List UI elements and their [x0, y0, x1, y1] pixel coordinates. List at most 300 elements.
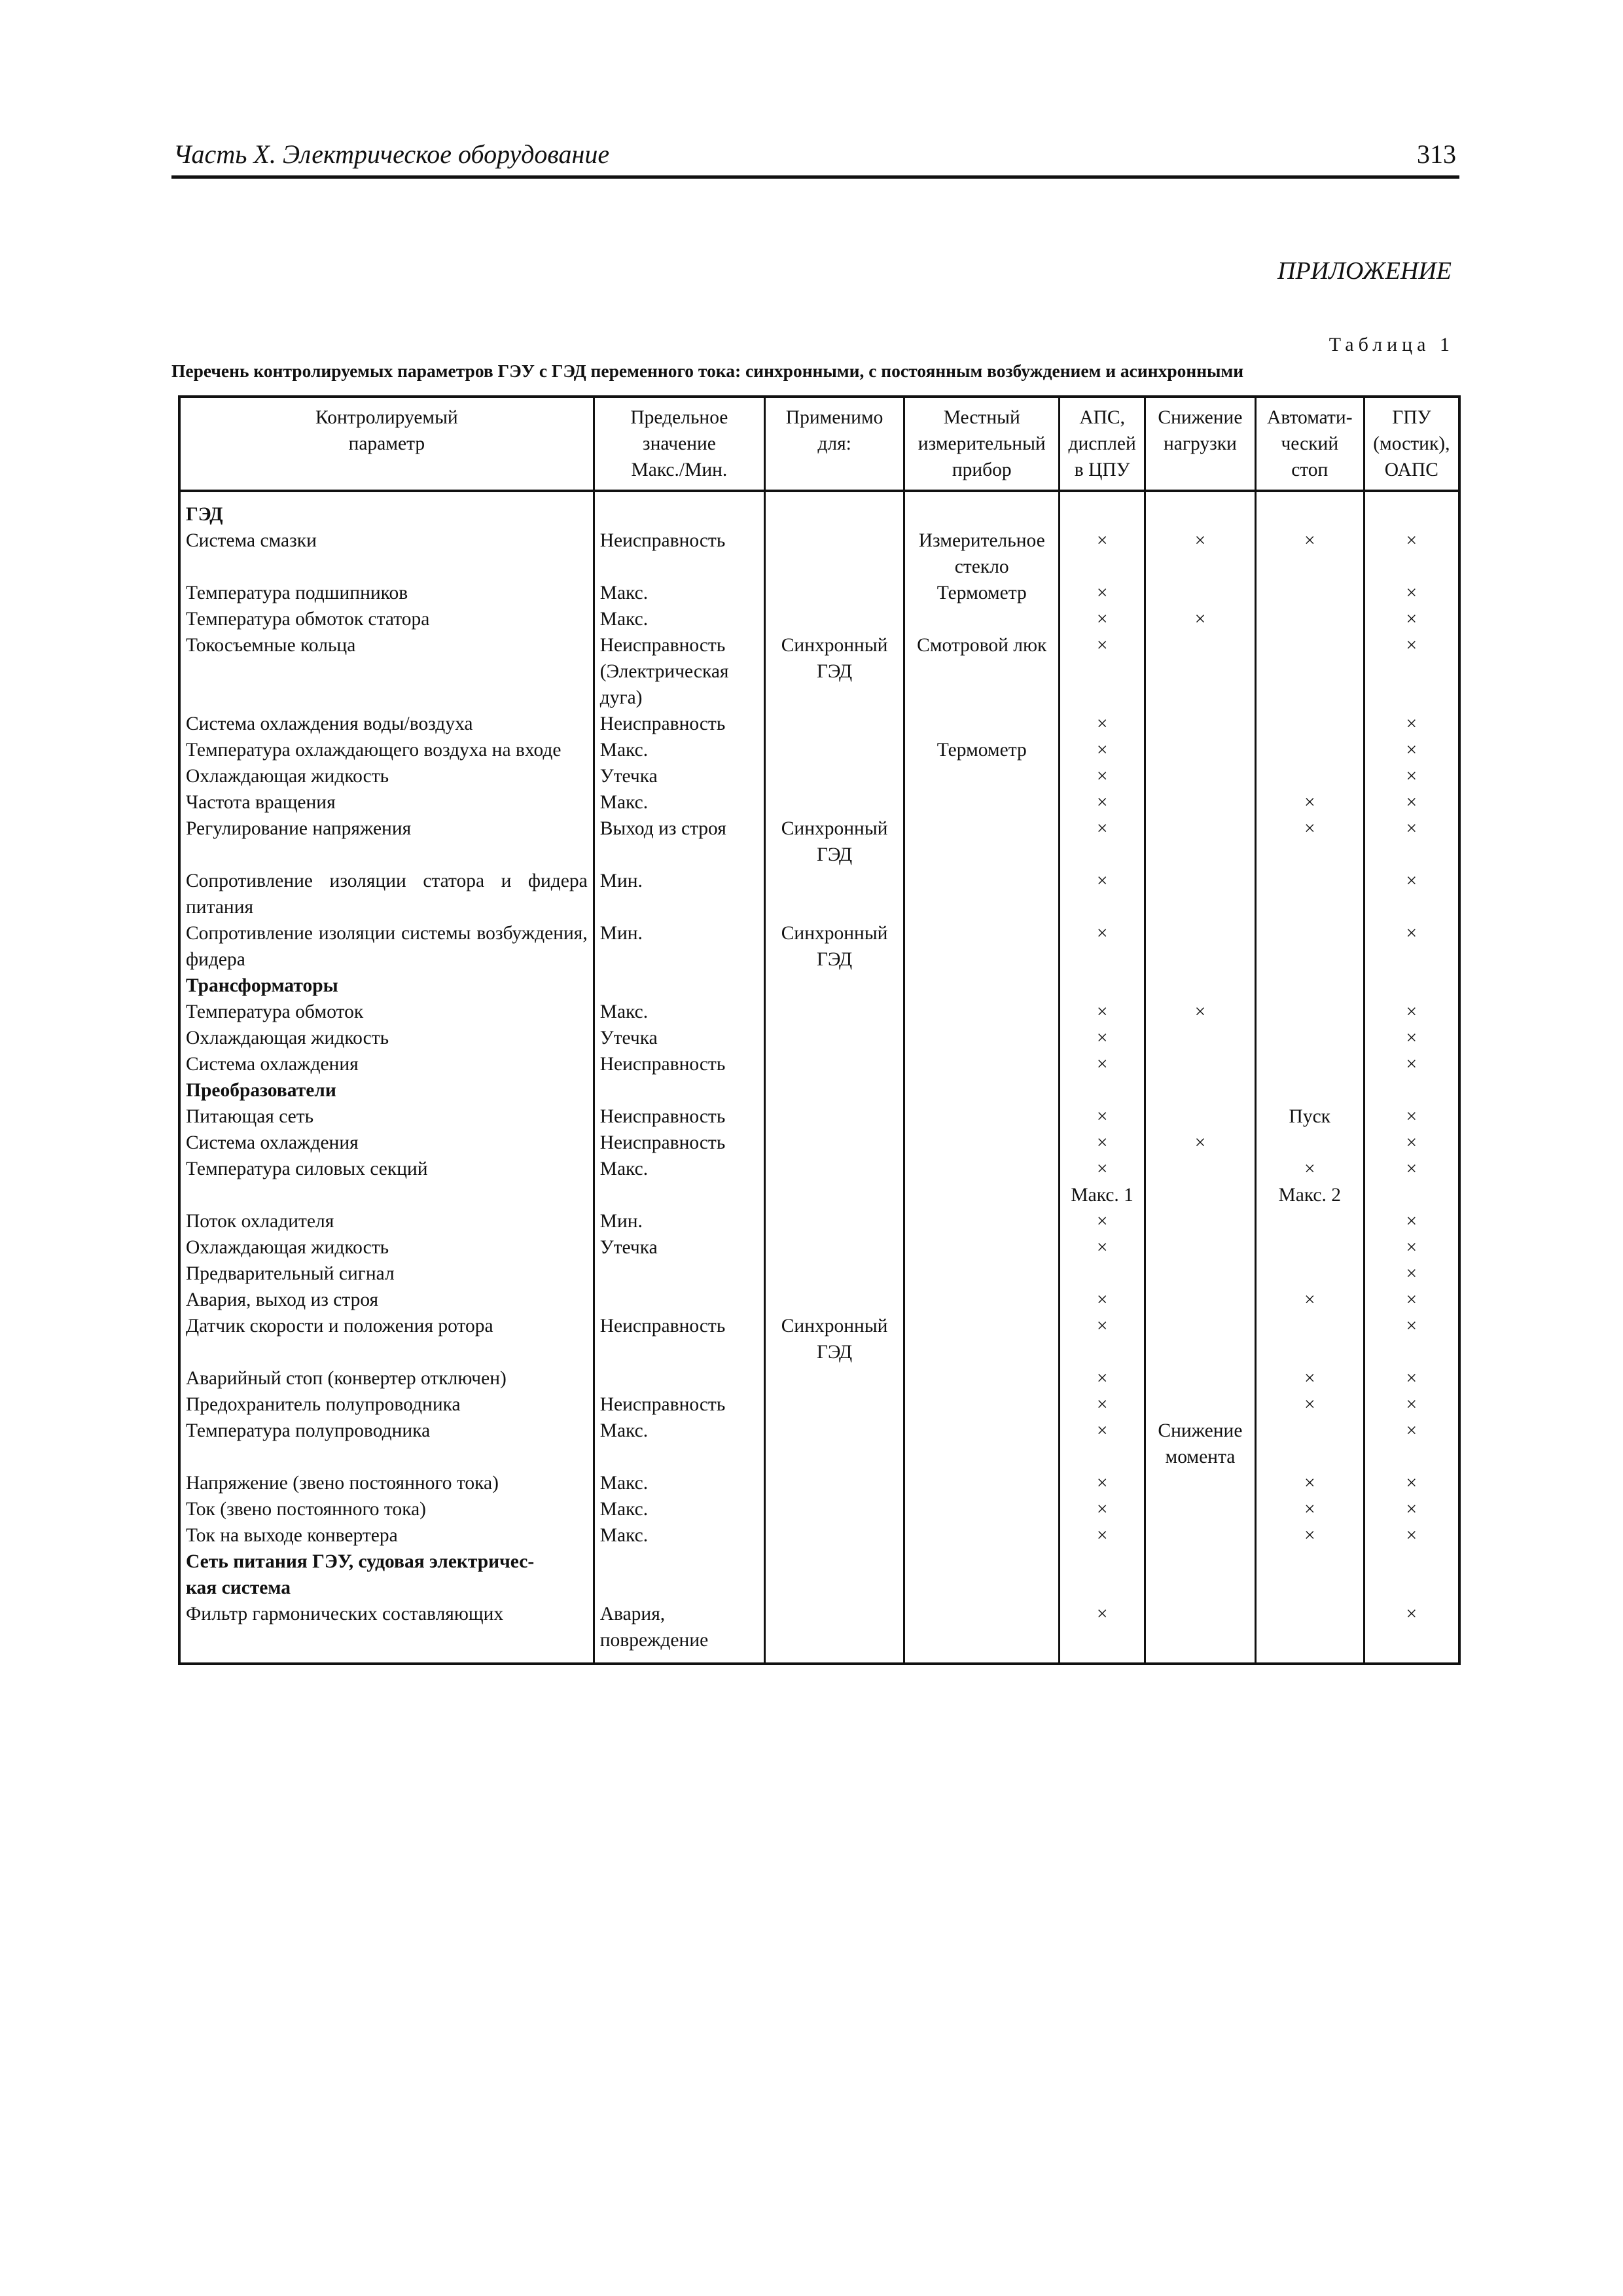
cell-auto-stop: × [1255, 528, 1364, 580]
empty-cell [904, 491, 1060, 528]
cell-auto-stop: × [1255, 789, 1364, 816]
cell-param: Поток охладителя [179, 1208, 594, 1234]
cell-limit [594, 1261, 764, 1287]
empty-cell [594, 1549, 764, 1601]
cell-load-reduction [1145, 1025, 1256, 1051]
cell-bridge-oaps: × [1364, 1103, 1459, 1130]
cell-aps-display: × [1060, 1051, 1145, 1077]
cell-applicable: Синхронный ГЭД [765, 632, 904, 711]
cell-bridge-oaps: × [1364, 737, 1459, 763]
cell-param: Охлаждающая жидкость [179, 1025, 594, 1051]
cell-bridge-oaps: × [1364, 920, 1459, 973]
cell-load-reduction [1145, 737, 1256, 763]
parameters-table [178, 395, 1461, 1665]
table-row [179, 580, 1459, 606]
cell-limit: Неисправность [594, 711, 764, 737]
cell-param: Охлаждающая жидкость [179, 1234, 594, 1261]
table-row [179, 1051, 1459, 1077]
cell-param: Напряжение (звено постоянного тока) [179, 1470, 594, 1496]
cell-limit: Неисправность [594, 1103, 764, 1130]
cell-local-instrument [904, 1130, 1060, 1156]
cell-aps-display: × [1060, 580, 1145, 606]
empty-cell [765, 973, 904, 999]
cell-load-reduction [1145, 1365, 1256, 1391]
cell-applicable [765, 1103, 904, 1130]
table-row [179, 1130, 1459, 1156]
table-row [179, 1025, 1459, 1051]
cell-aps-display: × [1060, 1287, 1145, 1313]
table-row [179, 763, 1459, 789]
cell-bridge-oaps: × [1364, 1601, 1459, 1664]
cell-bridge-oaps: × [1364, 606, 1459, 632]
cell-param: Система охлаждения воды/воздуха [179, 711, 594, 737]
cell-auto-stop [1255, 1234, 1364, 1261]
cell-limit: Макс. [594, 999, 764, 1025]
cell-auto-stop: × Макс. 2 [1255, 1156, 1364, 1208]
cell-load-reduction [1145, 580, 1256, 606]
empty-cell [1145, 1077, 1256, 1103]
cell-local-instrument [904, 1522, 1060, 1549]
table-row [179, 1470, 1459, 1496]
cell-local-instrument: Смотровой люк [904, 632, 1060, 711]
cell-aps-display: × [1060, 1208, 1145, 1234]
cell-limit: Макс. [594, 1156, 764, 1208]
empty-cell [1145, 491, 1256, 528]
cell-bridge-oaps: × [1364, 1313, 1459, 1365]
cell-bridge-oaps: × [1364, 1025, 1459, 1051]
table-row [179, 1208, 1459, 1234]
cell-applicable [765, 1365, 904, 1391]
cell-load-reduction [1145, 1313, 1256, 1365]
empty-cell [1060, 1549, 1145, 1601]
cell-param: Охлаждающая жидкость [179, 763, 594, 789]
cell-aps-display: × [1060, 1313, 1145, 1365]
cell-auto-stop: Пуск [1255, 1103, 1364, 1130]
cell-applicable [765, 1496, 904, 1522]
cell-auto-stop [1255, 1025, 1364, 1051]
cell-aps-display: × [1060, 528, 1145, 580]
cell-aps-display: × [1060, 606, 1145, 632]
cell-auto-stop: × [1255, 816, 1364, 868]
cell-load-reduction [1145, 789, 1256, 816]
cell-bridge-oaps: × [1364, 528, 1459, 580]
cell-aps-display: × [1060, 1470, 1145, 1496]
cell-applicable [765, 737, 904, 763]
cell-param: Ток на выходе конвертера [179, 1522, 594, 1549]
cell-auto-stop: × [1255, 1391, 1364, 1418]
cell-local-instrument [904, 606, 1060, 632]
empty-cell [1060, 1077, 1145, 1103]
cell-auto-stop: × [1255, 1365, 1364, 1391]
cell-load-reduction: × [1145, 999, 1256, 1025]
column-header-applicable: Применимо для: [765, 397, 904, 491]
cell-bridge-oaps: × [1364, 1208, 1459, 1234]
section-row [179, 491, 1459, 528]
cell-param: Фильтр гармонических составляющих [179, 1601, 594, 1664]
cell-limit: Макс. [594, 789, 764, 816]
cell-applicable [765, 1287, 904, 1313]
cell-applicable [765, 789, 904, 816]
cell-applicable [765, 1051, 904, 1077]
empty-cell [765, 1077, 904, 1103]
cell-param: Температура обмоток статора [179, 606, 594, 632]
cell-bridge-oaps: × [1364, 1130, 1459, 1156]
cell-param: Регулирование напряжения [179, 816, 594, 868]
cell-auto-stop [1255, 580, 1364, 606]
cell-aps-display: × [1060, 1103, 1145, 1130]
cell-auto-stop [1255, 606, 1364, 632]
cell-aps-display: × [1060, 920, 1145, 973]
cell-limit: Мин. [594, 920, 764, 973]
section-title: Преобразователи [179, 1077, 594, 1103]
cell-load-reduction [1145, 1601, 1256, 1664]
cell-limit: Макс. [594, 1418, 764, 1470]
cell-load-reduction [1145, 1234, 1256, 1261]
cell-param: Сопротивление изоляции статора и фидера питания [179, 868, 594, 920]
cell-applicable [765, 580, 904, 606]
cell-local-instrument [904, 1313, 1060, 1365]
cell-applicable [765, 868, 904, 920]
section-row [179, 1549, 1459, 1601]
cell-local-instrument [904, 868, 1060, 920]
empty-cell [594, 973, 764, 999]
cell-limit: Утечка [594, 1234, 764, 1261]
cell-load-reduction [1145, 1261, 1256, 1287]
cell-auto-stop: × [1255, 1522, 1364, 1549]
cell-bridge-oaps: × [1364, 1051, 1459, 1077]
cell-applicable [765, 1418, 904, 1470]
empty-cell [1145, 973, 1256, 999]
section-row [179, 1077, 1459, 1103]
cell-limit: Макс. [594, 737, 764, 763]
table-row [179, 528, 1459, 580]
cell-load-reduction [1145, 1208, 1256, 1234]
cell-param: Температура силовых секций [179, 1156, 594, 1208]
section-row [179, 973, 1459, 999]
section-title: Сеть питания ГЭУ, судовая электричес- кая система [179, 1549, 594, 1601]
cell-aps-display [1060, 1261, 1145, 1287]
empty-cell [904, 1549, 1060, 1601]
cell-limit: Неисправность (Электрическая дуга) [594, 632, 764, 711]
empty-cell [1255, 491, 1364, 528]
cell-bridge-oaps: × [1364, 789, 1459, 816]
cell-limit: Макс. [594, 1496, 764, 1522]
table-caption: Перечень контролируемых параметров ГЭУ с ГЭД переменного тока: синхронными, с постоянным возбуждением и асинхронными [171, 361, 1244, 381]
table-row [179, 1103, 1459, 1130]
cell-limit: Неисправность [594, 1391, 764, 1418]
cell-applicable: Синхронный ГЭД [765, 1313, 904, 1365]
cell-applicable: Синхронный ГЭД [765, 816, 904, 868]
cell-aps-display: × [1060, 1025, 1145, 1051]
table-row [179, 1601, 1459, 1664]
cell-aps-display: × [1060, 816, 1145, 868]
cell-applicable [765, 1391, 904, 1418]
cell-param: Система охлаждения [179, 1130, 594, 1156]
cell-param: Предварительный сигнал [179, 1261, 594, 1287]
cell-aps-display: × [1060, 1365, 1145, 1391]
cell-applicable [765, 1208, 904, 1234]
cell-param: Сопротивление изоляции системы возбуждения, фидера [179, 920, 594, 973]
cell-param: Токосъемные кольца [179, 632, 594, 711]
column-header-bridge-oaps: ГПУ (мостик), ОАПС [1364, 397, 1459, 491]
cell-bridge-oaps: × [1364, 711, 1459, 737]
cell-bridge-oaps: × [1364, 1418, 1459, 1470]
cell-param: Питающая сеть [179, 1103, 594, 1130]
cell-param: Ток (звено постоянного тока) [179, 1496, 594, 1522]
cell-aps-display: × [1060, 1391, 1145, 1418]
cell-auto-stop: × [1255, 1496, 1364, 1522]
cell-local-instrument [904, 1234, 1060, 1261]
cell-limit: Неисправность [594, 1130, 764, 1156]
cell-auto-stop [1255, 737, 1364, 763]
appendix-title: ПРИЛОЖЕНИЕ [1277, 257, 1452, 285]
cell-load-reduction [1145, 763, 1256, 789]
table-row [179, 816, 1459, 868]
cell-param: Система смазки [179, 528, 594, 580]
cell-applicable [765, 1234, 904, 1261]
cell-applicable [765, 1470, 904, 1496]
cell-limit: Неисправность [594, 1313, 764, 1365]
cell-load-reduction [1145, 1051, 1256, 1077]
empty-cell [1364, 973, 1459, 999]
table-row [179, 1156, 1459, 1208]
cell-local-instrument [904, 1496, 1060, 1522]
cell-bridge-oaps: × [1364, 1365, 1459, 1391]
table-row [179, 606, 1459, 632]
cell-auto-stop [1255, 1130, 1364, 1156]
table-row [179, 1313, 1459, 1365]
cell-auto-stop [1255, 1601, 1364, 1664]
header-row [179, 397, 1459, 491]
table-row [179, 1234, 1459, 1261]
cell-load-reduction [1145, 1470, 1256, 1496]
cell-limit [594, 1365, 764, 1391]
cell-aps-display: × [1060, 1130, 1145, 1156]
table-body [179, 491, 1459, 1664]
cell-local-instrument: Термометр [904, 737, 1060, 763]
empty-cell [1145, 1549, 1256, 1601]
cell-local-instrument [904, 920, 1060, 973]
column-header-local-instrument: Местный измерительный прибор [904, 397, 1060, 491]
cell-load-reduction [1145, 1391, 1256, 1418]
cell-local-instrument [904, 1365, 1060, 1391]
cell-param: Система охлаждения [179, 1051, 594, 1077]
cell-param: Температура обмоток [179, 999, 594, 1025]
cell-local-instrument [904, 789, 1060, 816]
table-row [179, 868, 1459, 920]
cell-applicable [765, 528, 904, 580]
cell-limit: Макс. [594, 606, 764, 632]
cell-aps-display: × [1060, 1234, 1145, 1261]
cell-bridge-oaps: × [1364, 816, 1459, 868]
table-row [179, 1418, 1459, 1470]
cell-limit [594, 1287, 764, 1313]
section-title: ГЭД [179, 491, 594, 528]
empty-cell [594, 491, 764, 528]
cell-applicable [765, 1261, 904, 1287]
cell-load-reduction [1145, 920, 1256, 973]
cell-local-instrument [904, 1470, 1060, 1496]
cell-load-reduction [1145, 711, 1256, 737]
cell-auto-stop [1255, 1418, 1364, 1470]
cell-auto-stop: × [1255, 1287, 1364, 1313]
cell-param: Частота вращения [179, 789, 594, 816]
cell-param: Температура полупроводника [179, 1418, 594, 1470]
empty-cell [765, 1549, 904, 1601]
cell-limit: Мин. [594, 868, 764, 920]
table-row [179, 1522, 1459, 1549]
column-header-load-reduction: Снижение нагрузки [1145, 397, 1256, 491]
cell-bridge-oaps: × [1364, 1287, 1459, 1313]
cell-bridge-oaps: × [1364, 1391, 1459, 1418]
table-row [179, 1391, 1459, 1418]
cell-local-instrument [904, 1601, 1060, 1664]
cell-param: Датчик скорости и положения ротора [179, 1313, 594, 1365]
cell-load-reduction: × [1145, 528, 1256, 580]
cell-load-reduction: Снижение момента [1145, 1418, 1256, 1470]
cell-local-instrument [904, 1156, 1060, 1208]
cell-auto-stop [1255, 1208, 1364, 1234]
cell-auto-stop: × [1255, 1470, 1364, 1496]
empty-cell [1060, 491, 1145, 528]
cell-local-instrument [904, 1287, 1060, 1313]
cell-aps-display: × [1060, 1418, 1145, 1470]
cell-param: Температура охлаждающего воздуха на входе [179, 737, 594, 763]
cell-local-instrument: Измерительное стекло [904, 528, 1060, 580]
cell-limit: Макс. [594, 580, 764, 606]
table-row [179, 632, 1459, 711]
empty-cell [1364, 1077, 1459, 1103]
cell-bridge-oaps: × [1364, 1156, 1459, 1208]
cell-param: Предохранитель полупроводника [179, 1391, 594, 1418]
cell-local-instrument [904, 711, 1060, 737]
empty-cell [904, 1077, 1060, 1103]
empty-cell [1255, 973, 1364, 999]
cell-limit: Мин. [594, 1208, 764, 1234]
table-row [179, 789, 1459, 816]
column-header-limit: Предельное значение Макс./Мин. [594, 397, 764, 491]
cell-applicable [765, 763, 904, 789]
cell-applicable [765, 606, 904, 632]
cell-applicable [765, 1156, 904, 1208]
cell-aps-display: × [1060, 1601, 1145, 1664]
table-row [179, 999, 1459, 1025]
cell-auto-stop [1255, 711, 1364, 737]
cell-local-instrument [904, 1103, 1060, 1130]
cell-load-reduction [1145, 1103, 1256, 1130]
cell-limit: Утечка [594, 1025, 764, 1051]
empty-cell [1060, 973, 1145, 999]
cell-local-instrument: Термометр [904, 580, 1060, 606]
cell-auto-stop [1255, 1261, 1364, 1287]
cell-limit: Макс. [594, 1522, 764, 1549]
empty-cell [1255, 1549, 1364, 1601]
cell-bridge-oaps: × [1364, 580, 1459, 606]
empty-cell [594, 1077, 764, 1103]
cell-load-reduction [1145, 1522, 1256, 1549]
cell-load-reduction [1145, 1287, 1256, 1313]
cell-limit: Неисправность [594, 1051, 764, 1077]
cell-limit: Макс. [594, 1470, 764, 1496]
cell-bridge-oaps: × [1364, 1261, 1459, 1287]
cell-load-reduction: × [1145, 606, 1256, 632]
cell-limit: Авария, повреждение [594, 1601, 764, 1664]
cell-local-instrument [904, 1051, 1060, 1077]
cell-local-instrument [904, 1208, 1060, 1234]
empty-cell [1364, 491, 1459, 528]
cell-bridge-oaps: × [1364, 999, 1459, 1025]
cell-auto-stop [1255, 632, 1364, 711]
cell-aps-display: × [1060, 789, 1145, 816]
cell-local-instrument [904, 1261, 1060, 1287]
cell-bridge-oaps: × [1364, 1496, 1459, 1522]
cell-auto-stop [1255, 999, 1364, 1025]
column-header-aps-display: АПС, дисплей в ЦПУ [1060, 397, 1145, 491]
column-header-param: Контролируемый параметр [179, 397, 594, 491]
table-row [179, 711, 1459, 737]
empty-cell [1255, 1077, 1364, 1103]
cell-applicable [765, 711, 904, 737]
cell-bridge-oaps: × [1364, 1234, 1459, 1261]
column-header-auto-stop: Автомати- ческий стоп [1255, 397, 1364, 491]
cell-local-instrument [904, 816, 1060, 868]
page-number: 313 [1417, 139, 1456, 169]
cell-aps-display: × [1060, 1522, 1145, 1549]
table-label: Таблица 1 [1329, 334, 1454, 355]
cell-param: Аварийный стоп (конвертер отключен) [179, 1365, 594, 1391]
cell-applicable [765, 1601, 904, 1664]
cell-param: Температура подшипников [179, 580, 594, 606]
section-title: Трансформаторы [179, 973, 594, 999]
cell-auto-stop [1255, 920, 1364, 973]
cell-aps-display: × [1060, 737, 1145, 763]
cell-bridge-oaps: × [1364, 1522, 1459, 1549]
cell-load-reduction [1145, 632, 1256, 711]
cell-bridge-oaps: × [1364, 1470, 1459, 1496]
cell-load-reduction [1145, 1496, 1256, 1522]
cell-limit: Выход из строя [594, 816, 764, 868]
cell-load-reduction [1145, 868, 1256, 920]
table-row [179, 1365, 1459, 1391]
cell-local-instrument [904, 1391, 1060, 1418]
cell-limit: Неисправность [594, 528, 764, 580]
table-row [179, 1496, 1459, 1522]
cell-load-reduction [1145, 816, 1256, 868]
cell-applicable [765, 1130, 904, 1156]
cell-auto-stop [1255, 868, 1364, 920]
cell-bridge-oaps: × [1364, 868, 1459, 920]
header-rule [171, 175, 1459, 179]
cell-aps-display: × [1060, 711, 1145, 737]
empty-cell [904, 973, 1060, 999]
table-row [179, 737, 1459, 763]
cell-local-instrument [904, 1025, 1060, 1051]
cell-applicable [765, 1025, 904, 1051]
cell-applicable [765, 1522, 904, 1549]
empty-cell [1364, 1549, 1459, 1601]
table-header [179, 397, 1459, 491]
cell-local-instrument [904, 763, 1060, 789]
cell-param: Авария, выход из строя [179, 1287, 594, 1313]
cell-aps-display: × [1060, 1496, 1145, 1522]
cell-limit: Утечка [594, 763, 764, 789]
cell-applicable [765, 999, 904, 1025]
cell-applicable: Синхронный ГЭД [765, 920, 904, 973]
cell-load-reduction [1145, 1156, 1256, 1208]
cell-auto-stop [1255, 1051, 1364, 1077]
table-row [179, 1287, 1459, 1313]
empty-cell [765, 491, 904, 528]
